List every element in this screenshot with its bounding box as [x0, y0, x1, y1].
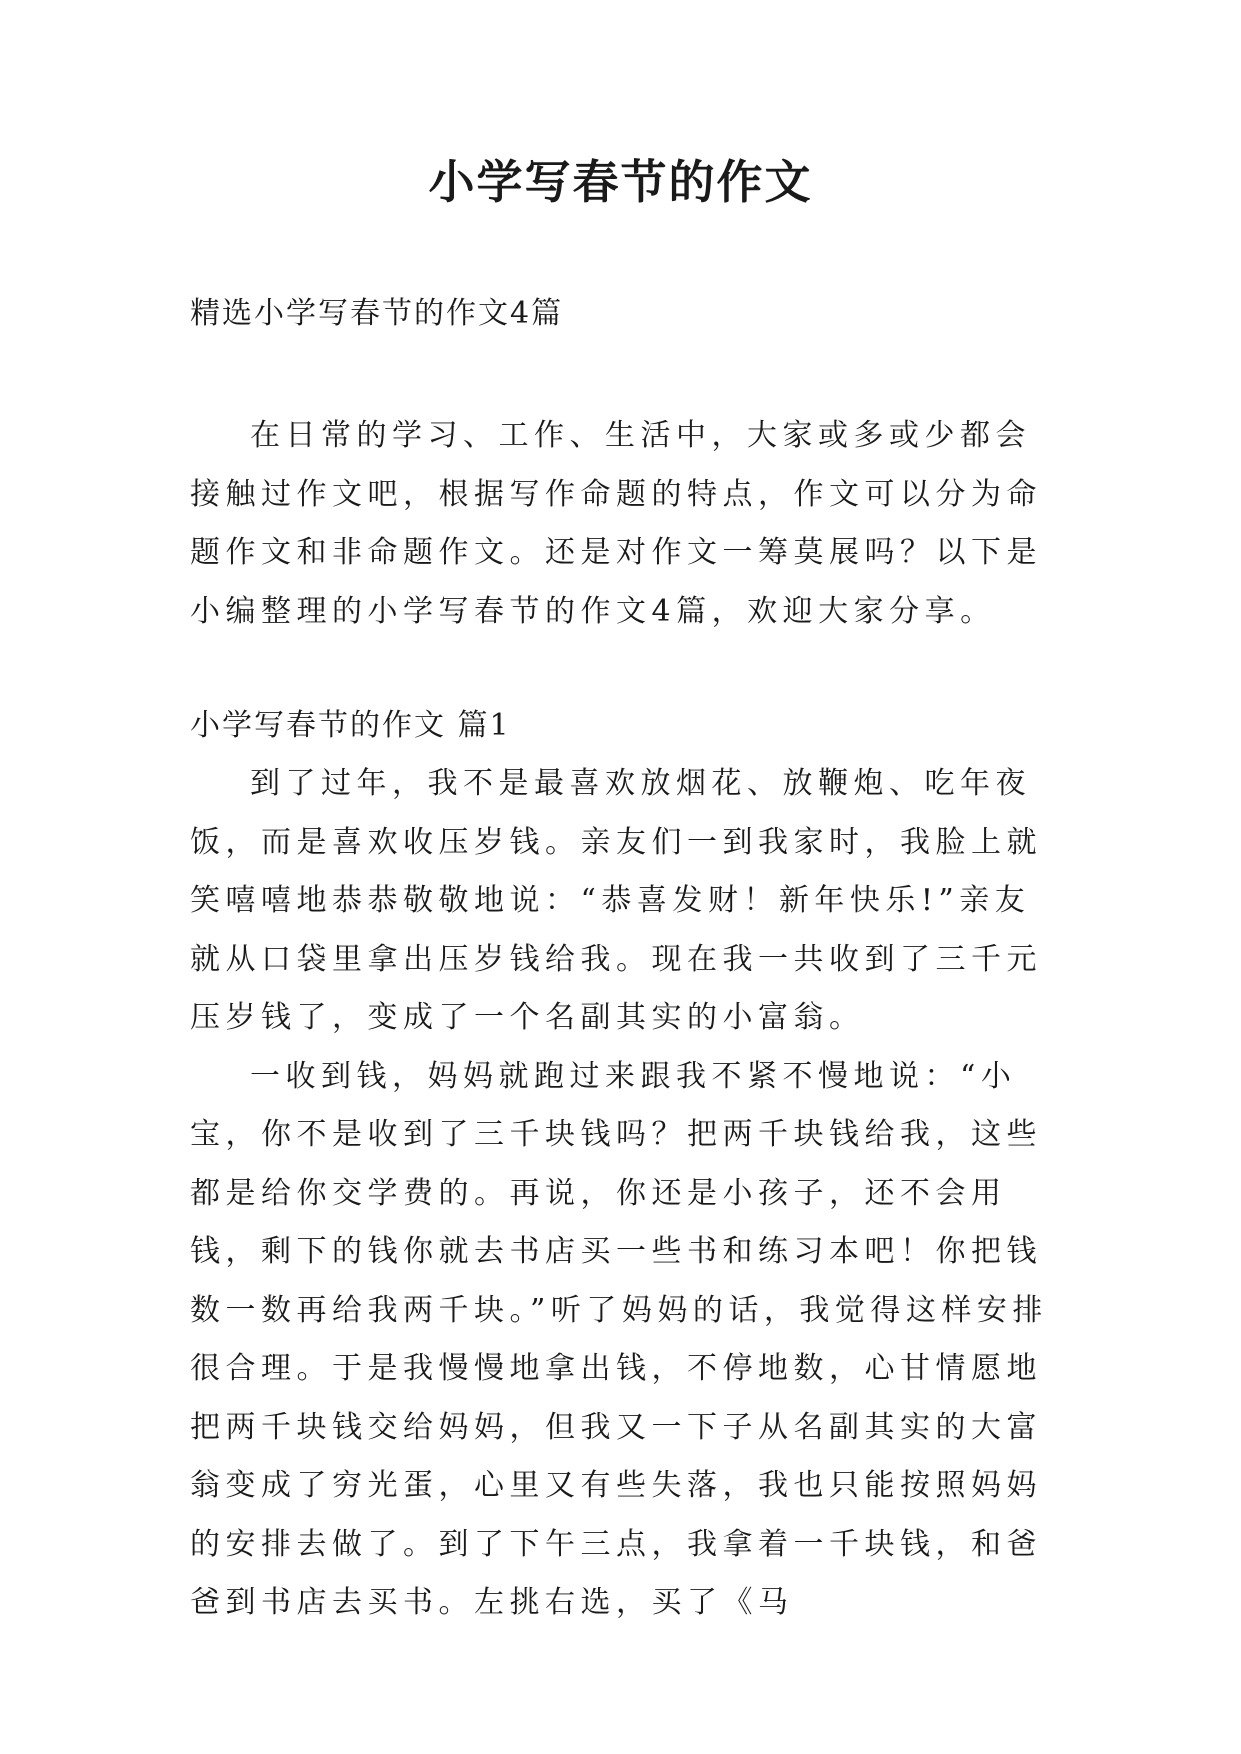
body-paragraph: 到了过年，我不是最喜欢放烟花、放鞭炮、吃年夜饭，而是喜欢收压岁钱。亲友们一到我家时，我脸上就笑嘻嘻地恭恭敬敬地说：“恭喜发财！新年快乐!”亲友就从口袋里拿出压岁钱给我。现在我一共收到了三千元压岁钱了，变成了一个名副其实的小富翁。 — [190, 766, 1042, 1035]
intro-section — [190, 407, 1050, 641]
document-subtitle: 精选小学写春节的作文4篇 — [190, 296, 564, 331]
document-title: 小学写春节的作文 — [428, 155, 813, 209]
section-heading: 小学写春节的作文 篇1 — [190, 708, 511, 743]
body-paragraph: 一收到钱，妈妈就跑过来跟我不紧不慢地说：“小宝，你不是收到了三千块钱吗？把两千块钱给我，这些都是给你交学费的。再说，你还是小孩子，还不会用钱，剩下的钱你就去书店买一些书和练习本吧！你把钱数一数再给我两千块。”听了妈妈的话，我觉得这样安排很合理。于是我慢慢地拿出钱，不停地数，心甘情愿地把两千块钱交给妈妈，但我又一下子从名副其实的大富翁变成了穷光蛋，心里又有些失落，我也只能按照妈妈的安排去做了。到了下午三点，我拿着一千块钱，和爸爸到书店去买书。左挑右选，买了《马 — [190, 1058, 1048, 1620]
intro-paragraph: 在日常的学习、工作、生活中，大家或多或少都会接触过作文吧，根据写作命题的特点，作文可以分为命题作文和非命题作文。还是对作文一筹莫展吗？以下是小编整理的小学写春节的作文4篇，欢迎大家分享。 — [190, 418, 1042, 629]
section-body — [190, 755, 1050, 1633]
